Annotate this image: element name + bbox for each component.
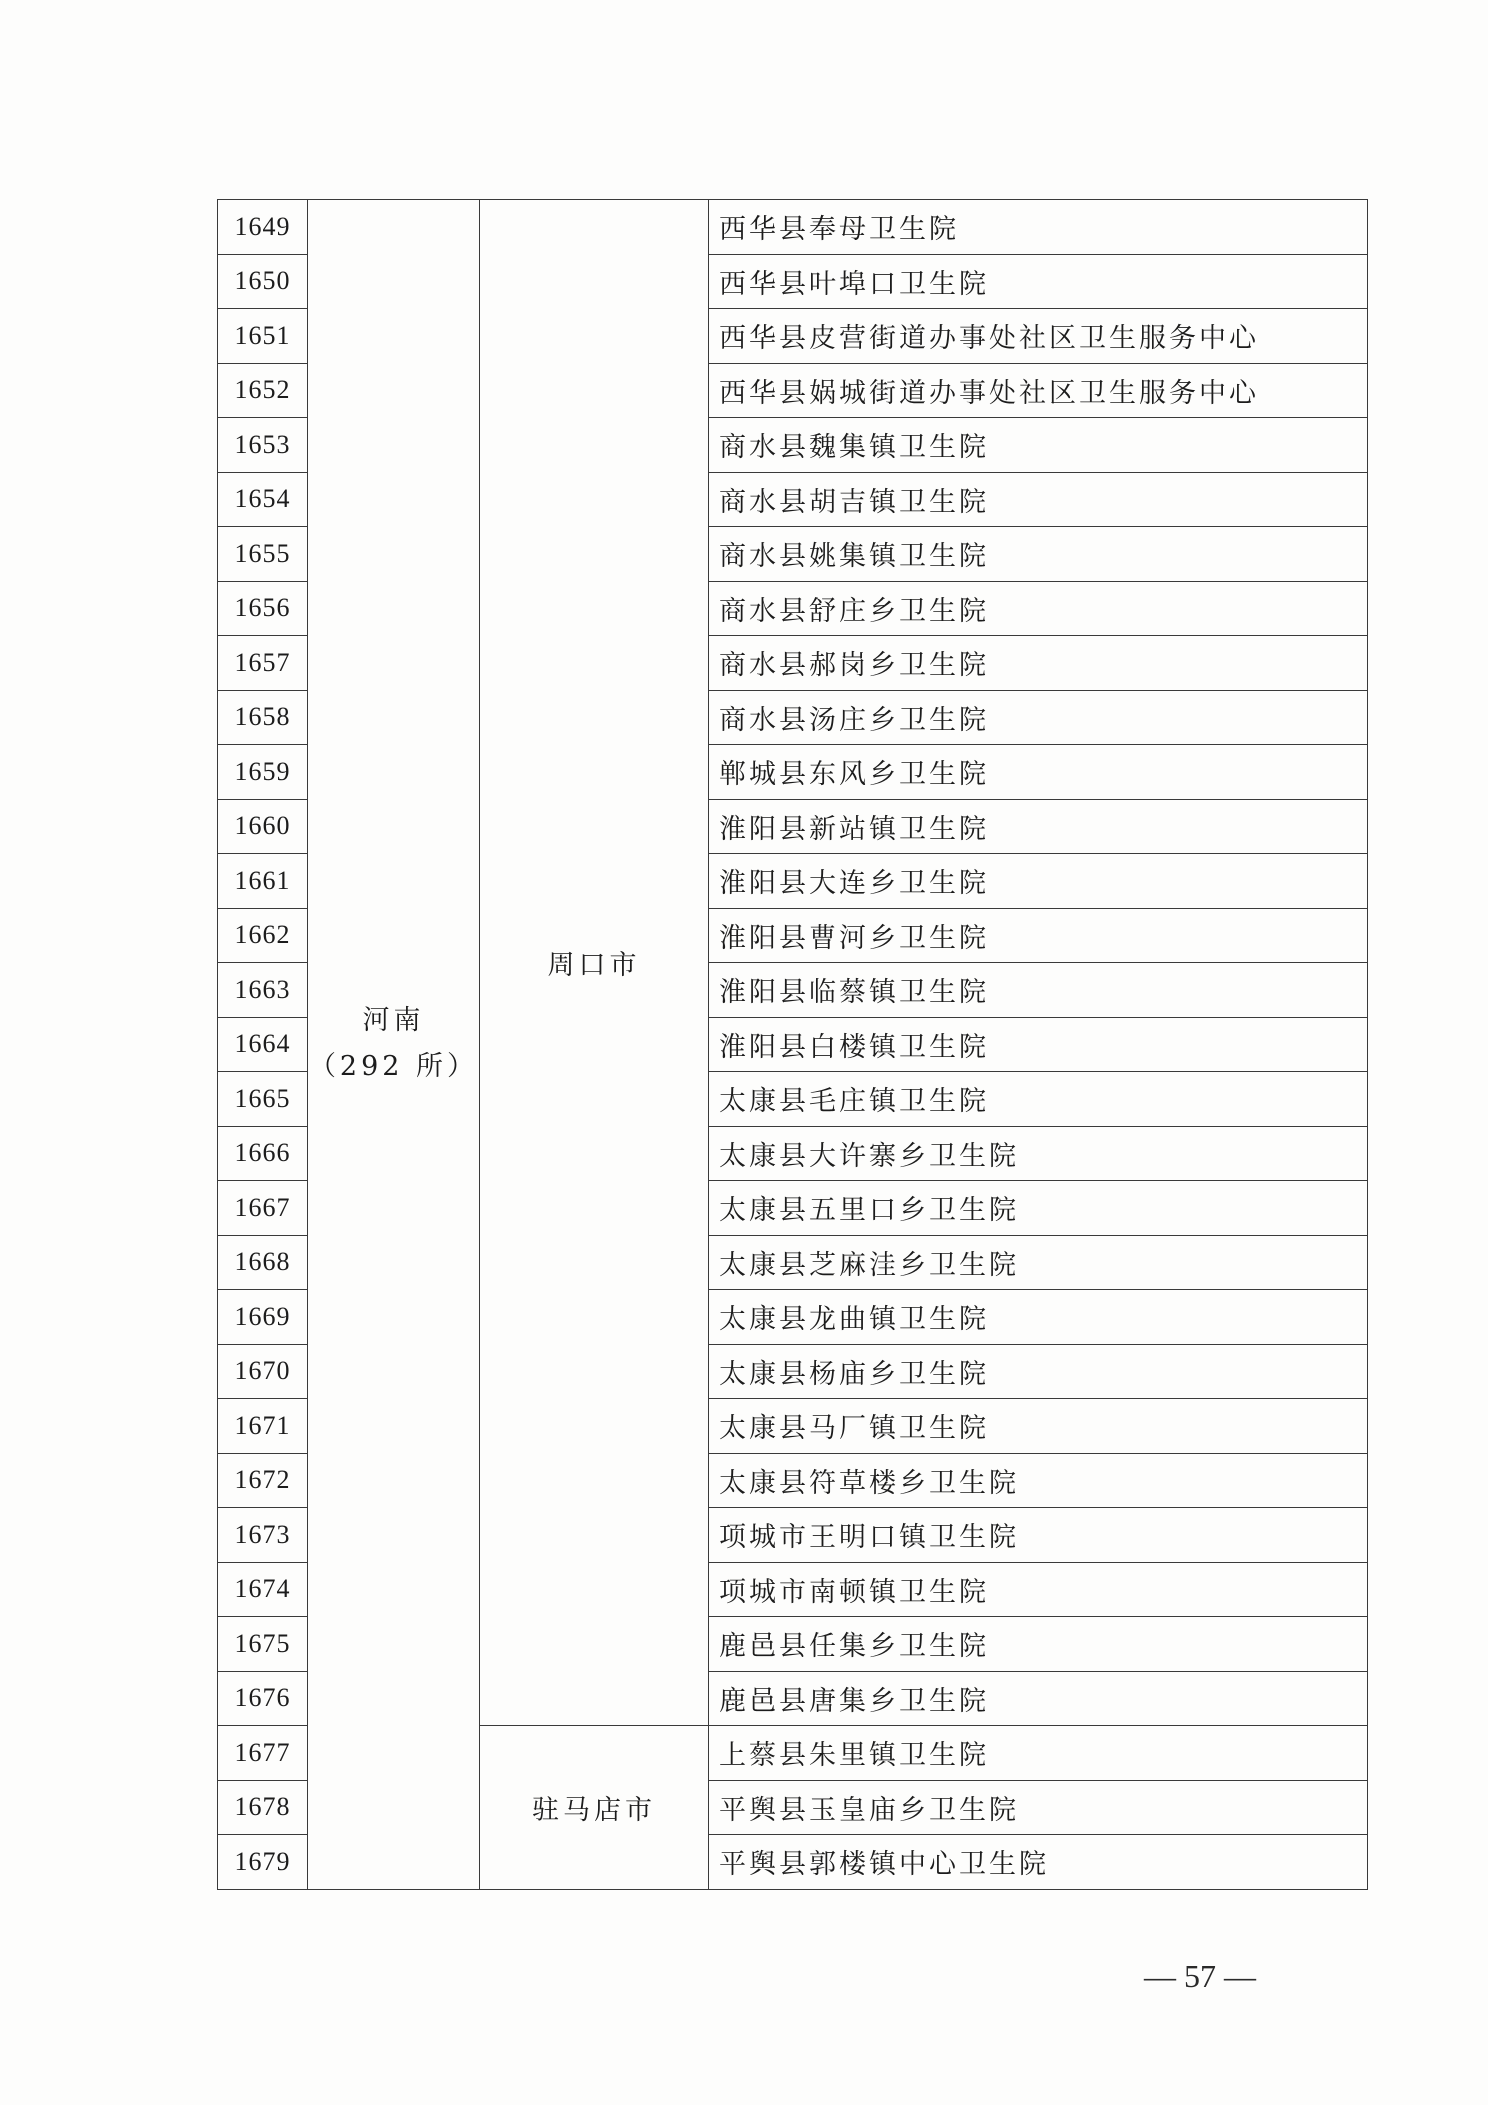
- hospital-name: 太康县马厂镇卫生院: [709, 1399, 1368, 1454]
- hospital-name: 淮阳县白楼镇卫生院: [709, 1017, 1368, 1072]
- row-number: 1649: [218, 200, 308, 255]
- row-number: 1657: [218, 636, 308, 691]
- hospital-name: 鹿邑县唐集乡卫生院: [709, 1671, 1368, 1726]
- row-number: 1661: [218, 854, 308, 909]
- row-number: 1651: [218, 309, 308, 364]
- row-number: 1674: [218, 1562, 308, 1617]
- hospital-name: 太康县毛庄镇卫生院: [709, 1072, 1368, 1127]
- row-number: 1675: [218, 1617, 308, 1672]
- city-cell: 驻马店市: [480, 1726, 709, 1890]
- row-number: 1655: [218, 527, 308, 582]
- hospital-name: 淮阳县临蔡镇卫生院: [709, 963, 1368, 1018]
- hospital-name: 郸城县东风乡卫生院: [709, 745, 1368, 800]
- hospital-name: 西华县叶埠口卫生院: [709, 254, 1368, 309]
- row-number: 1664: [218, 1017, 308, 1072]
- hospital-name: 太康县符草楼乡卫生院: [709, 1453, 1368, 1508]
- hospital-name: 商水县郝岗乡卫生院: [709, 636, 1368, 691]
- hospital-name: 西华县皮营街道办事处社区卫生服务中心: [709, 309, 1368, 364]
- row-number: 1677: [218, 1726, 308, 1781]
- hospital-name: 太康县龙曲镇卫生院: [709, 1290, 1368, 1345]
- page-number: — 57 —: [1144, 1958, 1256, 1994]
- hospital-name: 商水县姚集镇卫生院: [709, 527, 1368, 582]
- row-number: 1653: [218, 418, 308, 473]
- hospital-table: [217, 199, 1368, 1890]
- hospital-name: 太康县芝麻洼乡卫生院: [709, 1235, 1368, 1290]
- province-count: （292 所）: [308, 1051, 479, 1083]
- hospital-name: 太康县大许寨乡卫生院: [709, 1126, 1368, 1181]
- hospital-name: 平舆县玉皇庙乡卫生院: [709, 1780, 1368, 1835]
- hospital-name: 商水县汤庄乡卫生院: [709, 690, 1368, 745]
- row-number: 1671: [218, 1399, 308, 1454]
- row-number: 1665: [218, 1072, 308, 1127]
- table-body: [218, 200, 1368, 1890]
- row-number: 1676: [218, 1671, 308, 1726]
- hospital-name: 太康县五里口乡卫生院: [709, 1181, 1368, 1236]
- hospital-name: 上蔡县朱里镇卫生院: [709, 1726, 1368, 1781]
- row-number: 1673: [218, 1508, 308, 1563]
- hospital-name: 平舆县郭楼镇中心卫生院: [709, 1835, 1368, 1890]
- hospital-name: 项城市王明口镇卫生院: [709, 1508, 1368, 1563]
- row-number: 1658: [218, 690, 308, 745]
- row-number: 1659: [218, 745, 308, 800]
- hospital-name: 太康县杨庙乡卫生院: [709, 1344, 1368, 1399]
- city-cell: 周口市: [480, 200, 709, 1726]
- row-number: 1663: [218, 963, 308, 1018]
- row-number: 1650: [218, 254, 308, 309]
- hospital-name: 淮阳县大连乡卫生院: [709, 854, 1368, 909]
- row-number: 1679: [218, 1835, 308, 1890]
- row-number: 1670: [218, 1344, 308, 1399]
- row-number: 1666: [218, 1126, 308, 1181]
- row-number: 1662: [218, 908, 308, 963]
- row-number: 1652: [218, 363, 308, 418]
- hospital-name: 鹿邑县任集乡卫生院: [709, 1617, 1368, 1672]
- row-number: 1672: [218, 1453, 308, 1508]
- row-number: 1656: [218, 581, 308, 636]
- province-name: 河南: [362, 1005, 425, 1037]
- hospital-name: 商水县胡吉镇卫生院: [709, 472, 1368, 527]
- hospital-name: 西华县奉母卫生院: [709, 200, 1368, 255]
- row-number: 1667: [218, 1181, 308, 1236]
- hospital-name: 商水县魏集镇卫生院: [709, 418, 1368, 473]
- hospital-name: 商水县舒庄乡卫生院: [709, 581, 1368, 636]
- row-number: 1660: [218, 799, 308, 854]
- row-number: 1678: [218, 1780, 308, 1835]
- row-number: 1654: [218, 472, 308, 527]
- province-cell: [308, 200, 480, 1890]
- row-number: 1669: [218, 1290, 308, 1345]
- hospital-name: 项城市南顿镇卫生院: [709, 1562, 1368, 1617]
- hospital-name: 淮阳县新站镇卫生院: [709, 799, 1368, 854]
- row-number: 1668: [218, 1235, 308, 1290]
- hospital-name: 淮阳县曹河乡卫生院: [709, 908, 1368, 963]
- hospital-name: 西华县娲城街道办事处社区卫生服务中心: [709, 363, 1368, 418]
- table-row: [218, 200, 1368, 255]
